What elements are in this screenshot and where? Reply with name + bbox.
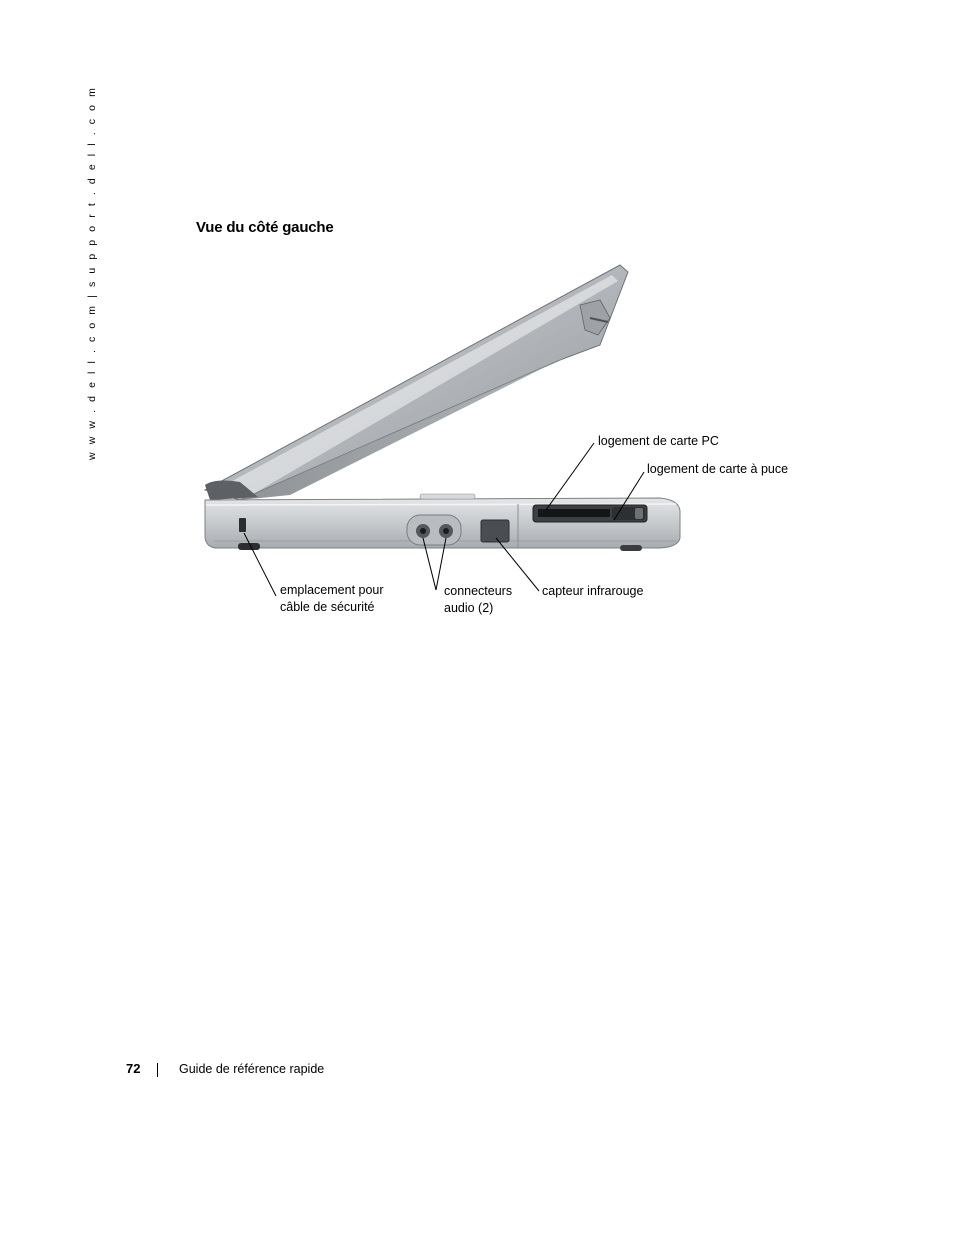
- callout-security-cable-slot: [280, 582, 384, 616]
- page-number: 72: [126, 1061, 141, 1076]
- callout-security-cable-line1: emplacement pour: [280, 583, 384, 597]
- callout-smart-card-slot: logement de carte à puce: [647, 462, 789, 476]
- security-cable-slot: [239, 518, 246, 532]
- footer-separator: [157, 1063, 158, 1077]
- callout-pc-card-slot: logement de carte PC: [598, 434, 719, 448]
- infrared-sensor: [481, 520, 509, 542]
- callout-audio-line1: connecteurs: [444, 584, 513, 598]
- laptop-lid: [205, 265, 628, 500]
- section-title: Vue du côté gauche: [196, 219, 334, 236]
- footer-guide-title: Guide de référence rapide: [179, 1062, 325, 1076]
- callout-audio-line2: audio (2): [444, 601, 494, 615]
- callout-infrared-sensor: capteur infrarouge: [542, 584, 644, 598]
- audio-connectors: [407, 515, 461, 545]
- sidebar-url: w w w . d e l l . c o m | s u p p o r t . d e l l . c o m: [86, 85, 98, 460]
- callout-security-cable-line2: câble de sécurité: [280, 600, 375, 614]
- callout-audio-connectors: [444, 583, 512, 617]
- card-slots: [533, 505, 647, 522]
